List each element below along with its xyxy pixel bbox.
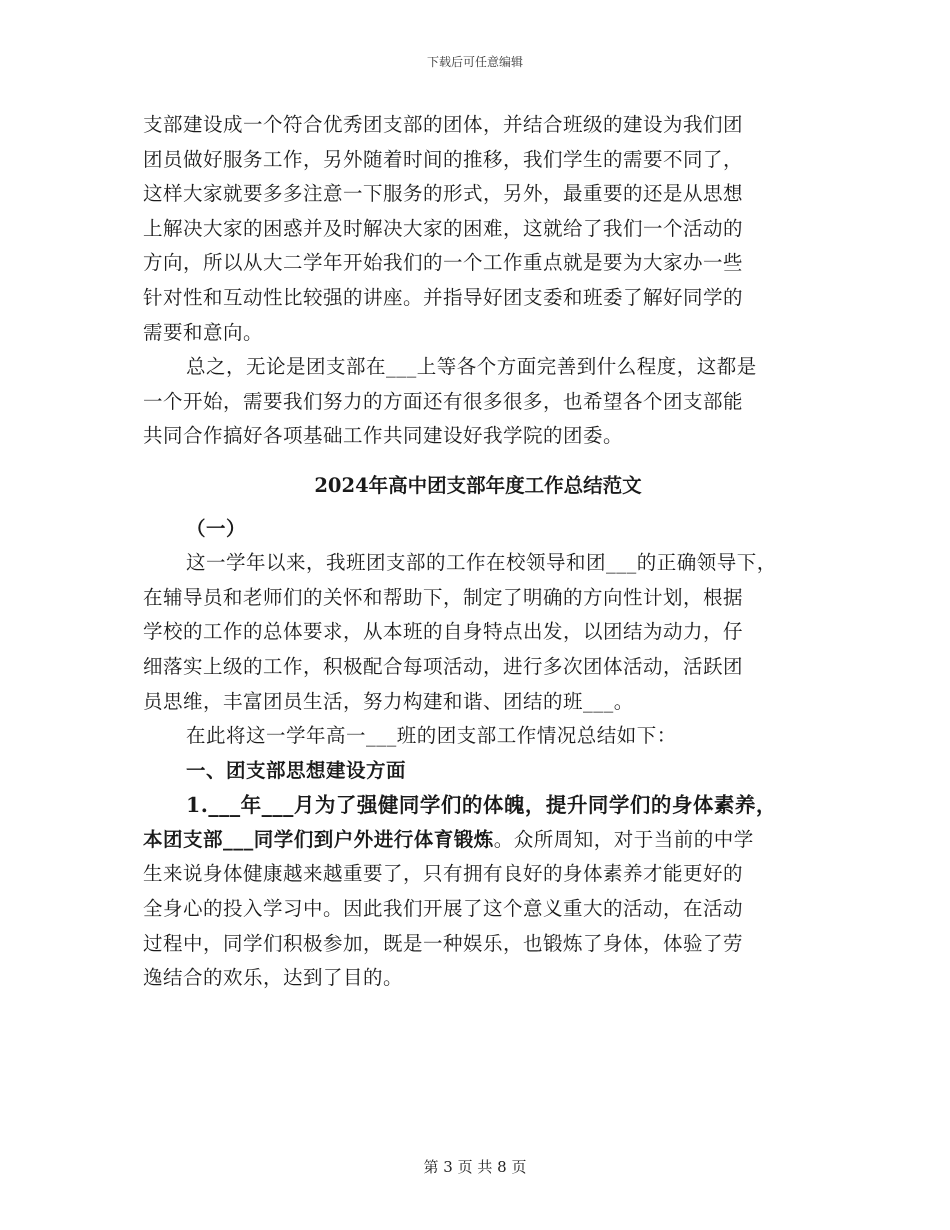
text-line: 团员做好服务工作，另外随着时间的推移，我们学生的需要不同了， — [143, 147, 744, 171]
text-line: 在此将这一学年高一___班的团支部工作情况总结如下： — [186, 724, 677, 748]
text-line — [143, 823, 813, 858]
text-line: 针对性和互动性比较强的讲座。并指导好团支委和班委了解好同学的 — [143, 285, 744, 309]
text-line: 过程中，同学们积极参加，既是一种娱乐，也锻炼了身体，体验了劳 — [143, 931, 744, 955]
bold-text: 本团支部___同学们到户外进行体育锻炼 — [143, 827, 494, 851]
text-line: 在辅导员和老师们的关怀和帮助下，制定了明确的方向性计划，根据 — [143, 585, 744, 609]
text-line: 逸结合的欢乐，达到了目的。 — [143, 966, 404, 990]
item-heading: 1.___年___月为了强健同学们的体魄，提升同学们的身体素养， — [186, 793, 777, 818]
page-header: 下载后可任意编辑 — [426, 55, 523, 69]
text-line: 一个开始，需要我们努力的方面还有很多很多，也希望各个团支部能 — [143, 389, 744, 413]
document-body — [143, 108, 813, 996]
text-line: 这样大家就要多多注意一下服务的形式，另外，最重要的还是从思想 — [143, 182, 744, 206]
text-line: 生来说身体健康越来越重要了，只有拥有良好的身体素养才能更好的 — [143, 862, 744, 886]
text-line: 全身心的投入学习中。因此我们开展了这个意义重大的活动，在活动 — [143, 897, 744, 921]
text-line: 支部建设成一个符合优秀团支部的团体，并结合班级的建设为我们团 — [143, 113, 744, 136]
section-title: 2024年高中团支部年度工作总结范文 — [314, 473, 642, 497]
heading: 一、团支部思想建设方面 — [186, 758, 407, 782]
subsection-label: （一） — [186, 516, 247, 540]
plain-text: 。众所周知，对于当前的中学 — [493, 827, 754, 851]
text-line: 共同合作搞好各项基础工作共同建设好我学院的团委。 — [143, 424, 624, 448]
text-line: 这一学年以来，我班团支部的工作在校领导和团___的正确领导下， — [186, 551, 777, 575]
page-footer: 第 3 页 共 8 页 — [423, 1158, 527, 1176]
text-line: 总之，无论是团支部在___上等各个方面完善到什么程度，这都是 — [186, 355, 757, 379]
text-line: 员思维，丰富团员生活，努力构建和谐、团结的班___。 — [143, 689, 634, 713]
text-line: 上解决大家的困惑并及时解决大家的困难，这就给了我们一个活动的 — [143, 216, 744, 240]
text-line: 细落实上级的工作，积极配合每项活动，进行多次团体活动，活跃团 — [143, 654, 744, 678]
text-line: 学校的工作的总体要求，从本班的自身特点出发，以团结为动力，仔 — [143, 620, 744, 644]
text-line: 方向，所以从大二学年开始我们的一个工作重点就是要为大家办一些 — [143, 251, 744, 275]
text-line: 需要和意向。 — [143, 320, 264, 344]
